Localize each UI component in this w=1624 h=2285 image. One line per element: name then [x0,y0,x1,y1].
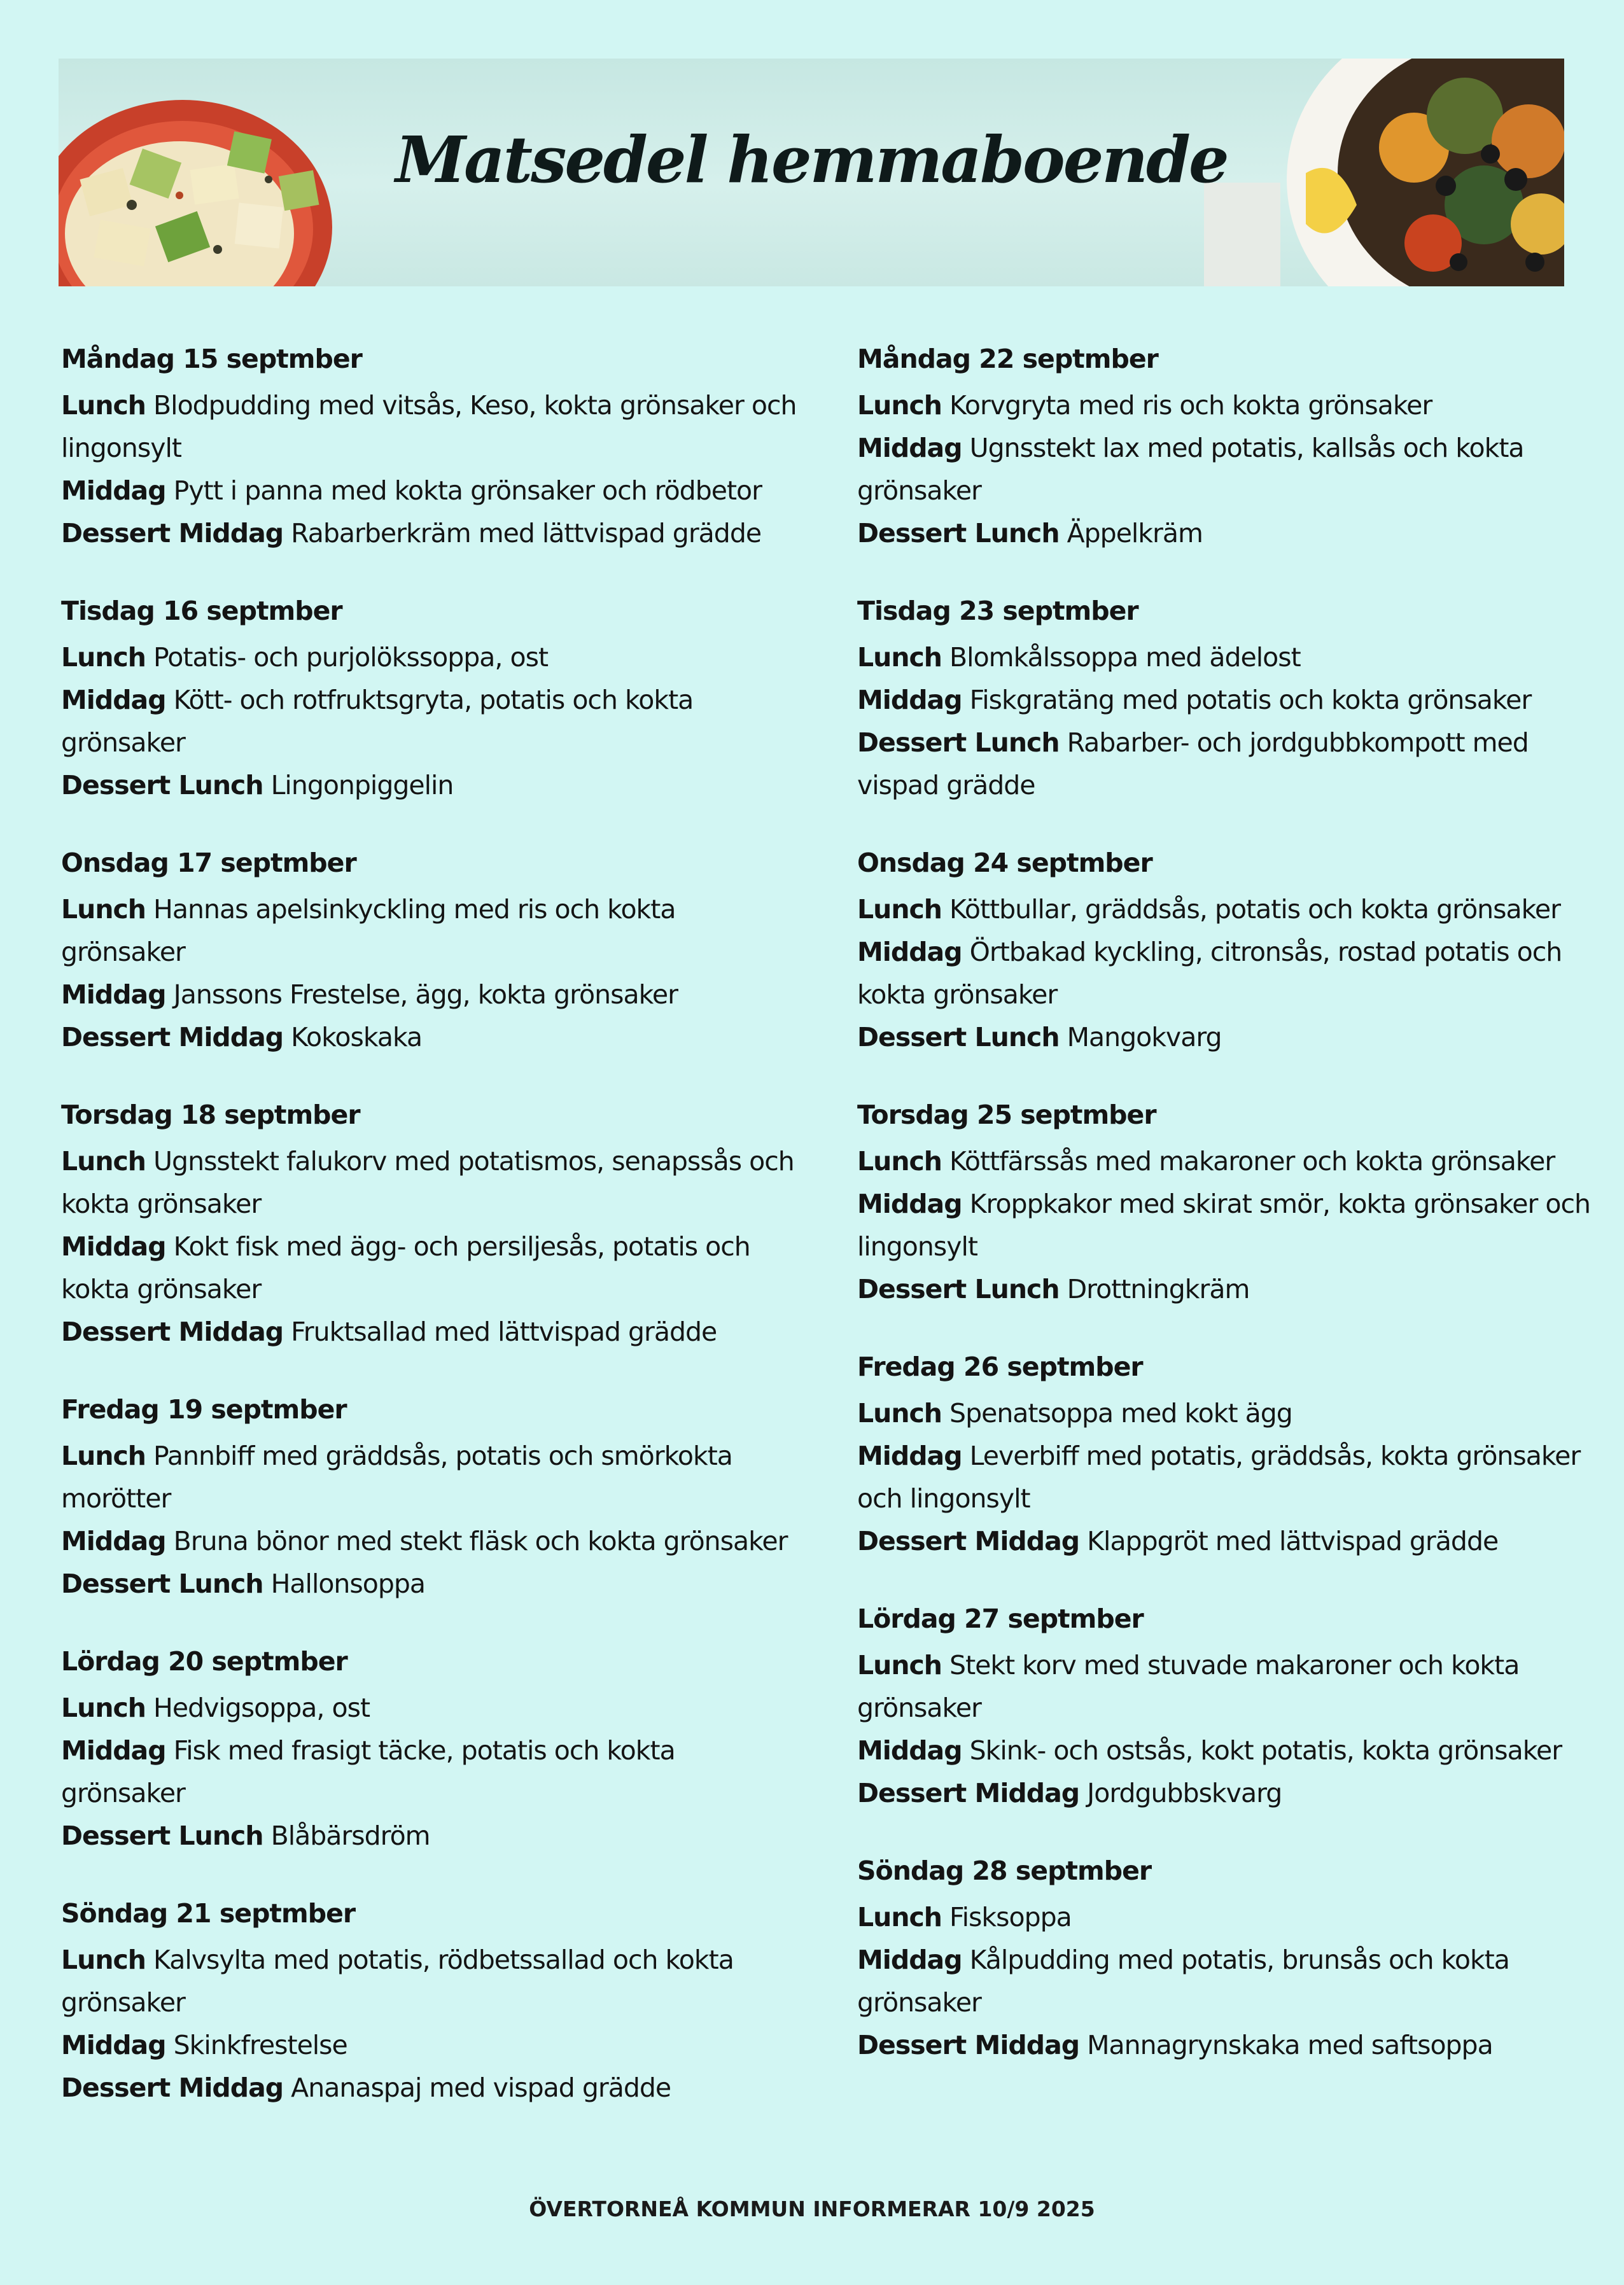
meal-row [857,1520,1602,1563]
day-heading: Måndag 15 septmber [61,344,362,374]
meal-row [61,1140,806,1226]
meal-dish: Hallonsoppa [270,1569,426,1599]
meal-row [61,1435,806,1520]
meal-label: Lunch [857,894,942,925]
meal-dish: Bruna bönor med stekt fläsk och kokta grönsaker [173,1526,788,1556]
meal-label: Lunch [61,1441,146,1471]
meal-row [857,931,1602,1016]
meal-row [857,1772,1602,1815]
meal-dish: Hedvigsoppa, ost [153,1693,370,1723]
meal-dish: Hannas apelsinkyckling med ris och kokta grönsaker [61,894,676,967]
day-heading: Tisdag 23 septmber [857,596,1138,626]
day-heading: Torsdag 25 septmber [857,1100,1156,1130]
meal-row [61,1939,806,2024]
meal-dish: Kålpudding med potatis, brunsås och kokta grönsaker [857,1945,1509,2018]
meal-label: Dessert Middag [61,1022,284,1052]
meal-label: Dessert Lunch [61,1820,263,1851]
meal-label: Middag [61,1231,166,1262]
meal-label: Dessert Lunch [857,518,1060,549]
meal-label: Lunch [61,1693,146,1723]
meal-label: Middag [857,1189,962,1219]
meal-row [61,1311,806,1353]
footer: ÖVERTORNEÅ KOMMUN INFORMERAR 10/9 2025 [529,2197,1095,2221]
day-block [857,1602,1602,1815]
day-block [857,342,1602,555]
meal-row [61,384,806,470]
meal-dish: Kokoskaka [291,1022,423,1052]
meal-dish: Blåbärsdröm [270,1820,430,1851]
meal-label: Lunch [857,390,942,421]
meal-label: Dessert Middag [61,2072,284,2103]
meal-dish: Janssons Frestelse, ägg, kokta grönsaker [173,979,678,1010]
meal-row [857,1435,1602,1520]
meal-row [857,722,1602,807]
meal-label: Middag [61,1735,166,1766]
meal-dish: Ananaspaj med vispad grädde [291,2072,671,2103]
day-block [857,846,1602,1059]
meal-row [857,1896,1602,1939]
meal-row [857,2024,1602,2067]
day-block [857,1854,1602,2067]
meal-label: Dessert Lunch [857,1274,1060,1304]
meal-dish: Örtbakad kyckling, citronsås, rostad potatis och kokta grönsaker [857,937,1562,1010]
meal-dish: Ugnsstekt lax med potatis, kallsås och kokta grönsaker [857,433,1524,506]
meal-label: Middag [61,685,166,715]
meal-dish: Rabarberkräm med lättvispad grädde [291,518,762,549]
column-week-1 [61,342,806,2148]
meal-dish: Köttfärssås med makaroner och kokta grönsaker [949,1146,1555,1177]
banner [59,59,1564,286]
day-heading: Onsdag 17 septmber [61,848,356,878]
meal-row [61,2024,806,2067]
meal-row [61,1563,806,1605]
day-block [61,594,806,807]
meal-dish: Kalvsylta med potatis, rödbetssallad och kokta grönsaker [61,1945,734,2018]
meal-dish: Kokt fisk med ägg- och persiljesås, potatis och kokta grönsaker [61,1231,750,1304]
day-heading: Lördag 27 septmber [857,1604,1144,1634]
meal-label: Lunch [857,1902,942,1932]
meal-dish: Skinkfrestelse [173,2030,347,2060]
meal-label: Middag [857,1945,962,1975]
day-block [857,1350,1602,1563]
meal-dish: Blodpudding med vitsås, Keso, kokta grönsaker och lingonsylt [61,390,797,463]
meal-dish: Spenatsoppa med kokt ägg [949,1398,1292,1429]
meal-label: Lunch [61,894,146,925]
day-block [61,342,806,555]
meal-dish: Stekt korv med stuvade makaroner och kokta grönsaker [857,1650,1520,1723]
day-heading: Tisdag 16 septmber [61,596,342,626]
meal-dish: Fisk med frasigt täcke, potatis och kokta grönsaker [61,1735,675,1808]
meal-dish: Klappgröt med lättvispad grädde [1087,1526,1499,1556]
meal-dish: Köttbullar, gräddsås, potatis och kokta grönsaker [949,894,1560,925]
meal-label: Lunch [857,1146,942,1177]
meal-row [857,1392,1602,1435]
day-heading: Fredag 26 septmber [857,1352,1143,1382]
day-heading: Måndag 22 septmber [857,344,1158,374]
meal-label: Middag [857,685,962,715]
meal-dish: Skink- och ostsås, kokt potatis, kokta grönsaker [969,1735,1562,1766]
meal-row [857,679,1602,722]
meal-label: Dessert Middag [857,2030,1080,2060]
day-block [61,1896,806,2109]
day-heading: Onsdag 24 septmber [857,848,1152,878]
meal-row [61,2067,806,2109]
page-title: Matsedel hemmaboende [395,122,1228,197]
meal-row [857,1644,1602,1729]
meal-row [857,888,1602,931]
day-block [857,1098,1602,1311]
meal-dish: Pannbiff med gräddsås, potatis och smörkokta morötter [61,1441,732,1514]
meal-row [857,1729,1602,1772]
meal-row [61,470,806,512]
meal-row [61,1520,806,1563]
meal-dish: Blomkålssoppa med ädelost [949,642,1301,673]
meal-dish: Ugnsstekt falukorv med potatismos, senapssås och kokta grönsaker [61,1146,794,1219]
day-block [61,1098,806,1353]
column-week-2 [857,342,1602,2106]
day-block [61,1392,806,1605]
meal-row [857,636,1602,679]
meal-dish: Mangokvarg [1067,1022,1222,1052]
meal-row [61,1226,806,1311]
meal-dish: Äppelkräm [1067,518,1203,549]
meal-dish: Lingonpiggelin [270,770,454,800]
meal-label: Lunch [857,1398,942,1429]
meal-label: Middag [857,1735,962,1766]
meal-row [857,512,1602,555]
meal-label: Middag [857,433,962,463]
meal-label: Dessert Lunch [61,1569,263,1599]
meal-row [61,974,806,1016]
meal-dish: Leverbiff med potatis, gräddsås, kokta grönsaker och lingonsylt [857,1441,1581,1514]
meal-row [857,427,1602,512]
meal-label: Lunch [61,1945,146,1975]
meal-label: Dessert Middag [857,1526,1080,1556]
meal-row [857,1016,1602,1059]
meal-label: Dessert Middag [857,1778,1080,1808]
meal-dish: Fisksoppa [949,1902,1072,1932]
meal-row [61,1016,806,1059]
meal-row [857,1140,1602,1183]
meal-label: Middag [857,937,962,967]
meal-label: Middag [857,1441,962,1471]
meal-dish: Jordgubbskvarg [1087,1778,1282,1808]
meal-row [61,1815,806,1857]
meal-row [61,888,806,974]
meal-label: Dessert Lunch [61,770,263,800]
meal-dish: Kött- och rotfruktsgryta, potatis och kokta grönsaker [61,685,694,758]
meal-label: Lunch [61,390,146,421]
meal-dish: Fiskgratäng med potatis och kokta grönsaker [969,685,1532,715]
meal-label: Dessert Middag [61,1317,284,1347]
day-block [857,594,1602,807]
meal-row [857,1183,1602,1268]
meal-dish: Potatis- och purjolökssoppa, ost [153,642,549,673]
day-block [61,846,806,1059]
meal-dish: Pytt i panna med kokta grönsaker och rödbetor [173,475,762,506]
day-heading: Söndag 21 septmber [61,1898,356,1929]
meal-row [61,512,806,555]
day-heading: Torsdag 18 septmber [61,1100,360,1130]
meal-row [61,636,806,679]
meal-dish: Mannagrynskaka med saftsoppa [1087,2030,1493,2060]
day-heading: Lördag 20 septmber [61,1646,347,1677]
meal-row [61,679,806,764]
day-heading: Fredag 19 septmber [61,1394,347,1425]
meal-label: Lunch [857,642,942,673]
meal-label: Middag [61,475,166,506]
meal-label: Dessert Lunch [857,1022,1060,1052]
meal-label: Dessert Lunch [857,727,1060,758]
meal-label: Lunch [61,1146,146,1177]
meal-label: Middag [61,1526,166,1556]
meal-dish: Kroppkakor med skirat smör, kokta grönsaker och lingonsylt [857,1189,1591,1262]
meal-label: Dessert Middag [61,518,284,549]
meal-dish: Drottningkräm [1067,1274,1250,1304]
meal-row [61,764,806,807]
day-heading: Söndag 28 septmber [857,1855,1152,1886]
meal-label: Middag [61,979,166,1010]
meal-row [61,1687,806,1729]
meal-row [857,1939,1602,2024]
meal-row [857,1268,1602,1311]
meal-dish: Rabarber- och jordgubbkompott med vispad grädde [857,727,1529,800]
meal-row [857,384,1602,427]
day-block [61,1644,806,1857]
meal-label: Lunch [857,1650,942,1681]
meal-label: Middag [61,2030,166,2060]
meal-dish: Fruktsallad med lättvispad grädde [291,1317,717,1347]
meal-dish: Korvgryta med ris och kokta grönsaker [949,390,1432,421]
meal-row [61,1729,806,1815]
meal-label: Lunch [61,642,146,673]
